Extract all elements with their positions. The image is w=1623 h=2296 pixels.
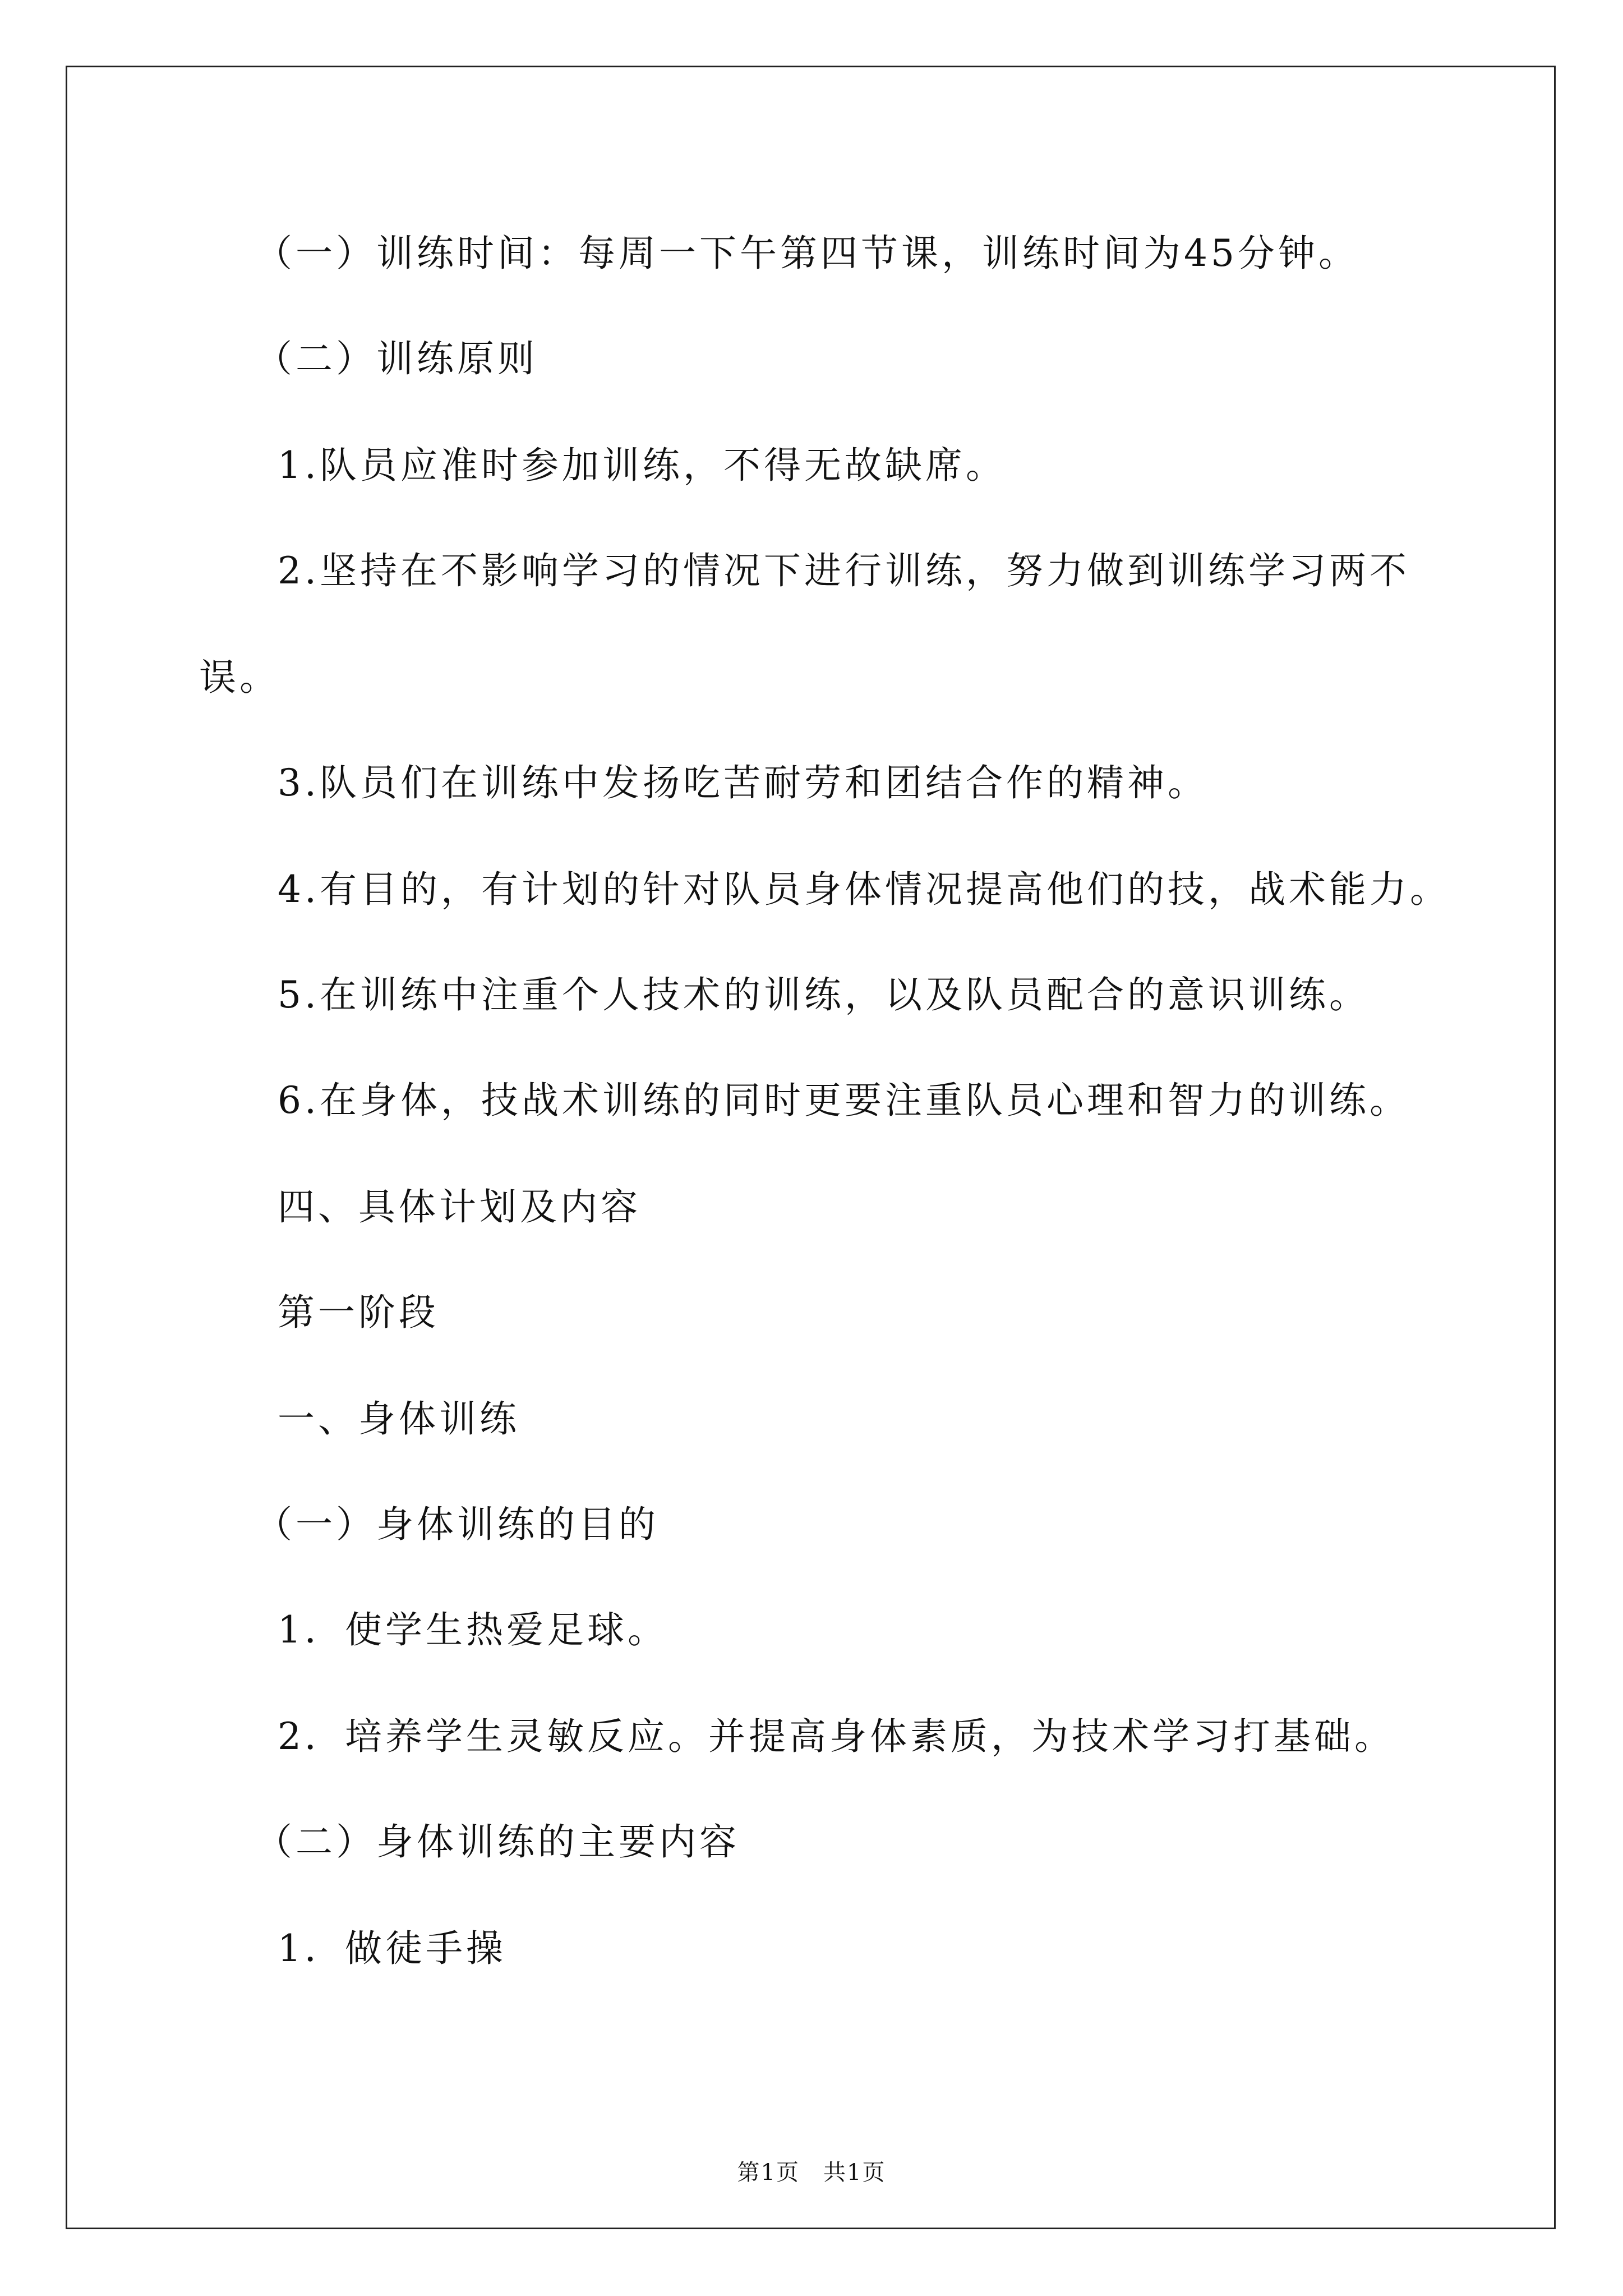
list-item-principle-4: 4.有目的，有计划的针对队员身体情况提高他们的技，战术能力。 (278, 868, 1450, 911)
list-item-principle-2-continued: 误。 (199, 656, 280, 699)
paragraph-training-time: （一）训练时间：每周一下午第四节课，训练时间为45分钟。 (255, 232, 1359, 275)
list-item-principle-1: 1.队员应准时参加训练，不得无故缺席。 (278, 444, 1006, 487)
subheading-training-goals: （一）身体训练的目的 (255, 1503, 659, 1546)
list-item-goal-1: 1．使学生热爱足球。 (278, 1608, 668, 1651)
list-item-principle-3: 3.队员们在训练中发扬吃苦耐劳和团结合作的精神。 (278, 761, 1208, 804)
subheading-physical-training: 一、身体训练 (278, 1397, 520, 1441)
list-item-principle-6: 6.在身体，技战术训练的同时更要注重队员心理和智力的训练。 (278, 1079, 1410, 1122)
list-item-principle-2: 2.坚持在不影响学习的情况下进行训练，努力做到训练学习两不 (278, 549, 1410, 592)
list-item-principle-5: 5.在训练中注重个人技术的训练，以及队员配合的意识训练。 (278, 973, 1370, 1016)
page-number-footer: 第1页 共1页 (737, 2160, 886, 2185)
heading-training-principles: （二）训练原则 (255, 337, 538, 380)
subheading-stage-one: 第一阶段 (278, 1291, 439, 1334)
subheading-training-content: （二）身体训练的主要内容 (255, 1820, 740, 1864)
section-heading-plan: 四、具体计划及内容 (278, 1185, 641, 1228)
list-item-goal-2: 2．培养学生灵敏反应。并提高身体素质，为技术学习打基础。 (278, 1715, 1395, 1758)
list-item-content-1: 1．做徒手操 (278, 1927, 506, 1970)
page-border (66, 66, 1556, 2229)
